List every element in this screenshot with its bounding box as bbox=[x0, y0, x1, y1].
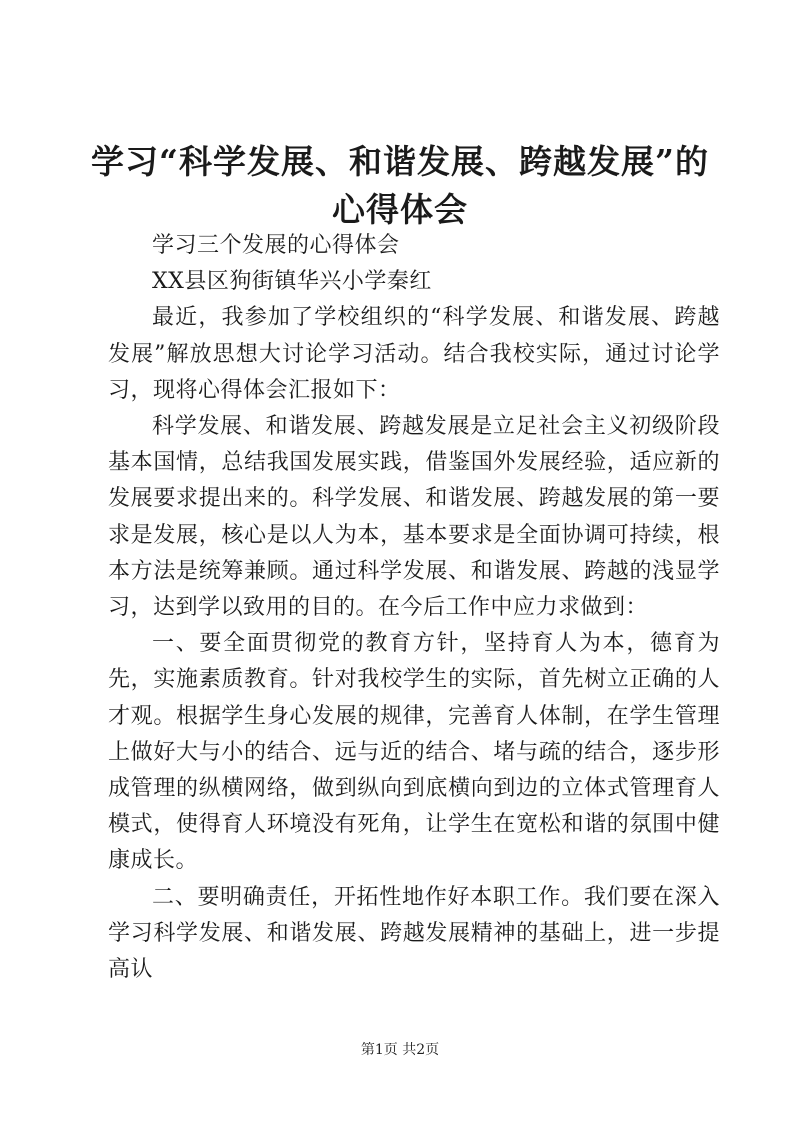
author-line: XX县区狗街镇华兴小学秦红 bbox=[152, 269, 432, 295]
body-paragraph: 一、要全面贯彻党的教育方针，坚持育人为本，德育为先，实施素质教育。针对我校学生的实际，首先树立正确的人才观。根据学生身心发展的规律，完善育人体制，在学生管理上做好大与小的结合、远与近的结合、堵与疏的结合，逐步形成管理的纵横网络，做到纵向到底横向到边的立体式管理育人模式，使得育人环境没有死角，让学生在宽松和谐的氛围中健康成长。 bbox=[108, 631, 720, 874]
document-title: 学习“科学发展、和谐发展、跨越发展”的心得体会 bbox=[91, 142, 709, 229]
page-footer: 第1页 共2页 bbox=[360, 1042, 440, 1058]
subtitle-paragraph: 学习三个发展的心得体会 bbox=[152, 233, 400, 258]
body-paragraph: 科学发展、和谐发展、跨越发展是立足社会主义初级阶段基本国情，总结我国发展实践，借鉴国外发展经验，适应新的发展要求提出来的。科学发展、和谐发展、跨越发展的第一要求是发展，核心是以人为本，基本要求是全面协调可持续，根本方法是统筹兼顾。通过科学发展、和谐发展、跨越的浅显学习，达到学以致用的目的。在今后工作中应力求做到： bbox=[108, 414, 720, 621]
body-paragraph: 二、要明确责任，开拓性地作好本职工作。我们要在深入学习科学发展、和谐发展、跨越发展精神的基础上，进一步提高认 bbox=[108, 884, 720, 983]
body-paragraph: 最近，我参加了学校组织的“科学发展、和谐发展、跨越发展”解放思想大讨论学习活动。结合我校实际，通过讨论学习，现将心得体会汇报如下： bbox=[108, 305, 720, 403]
document-body bbox=[108, 228, 720, 988]
